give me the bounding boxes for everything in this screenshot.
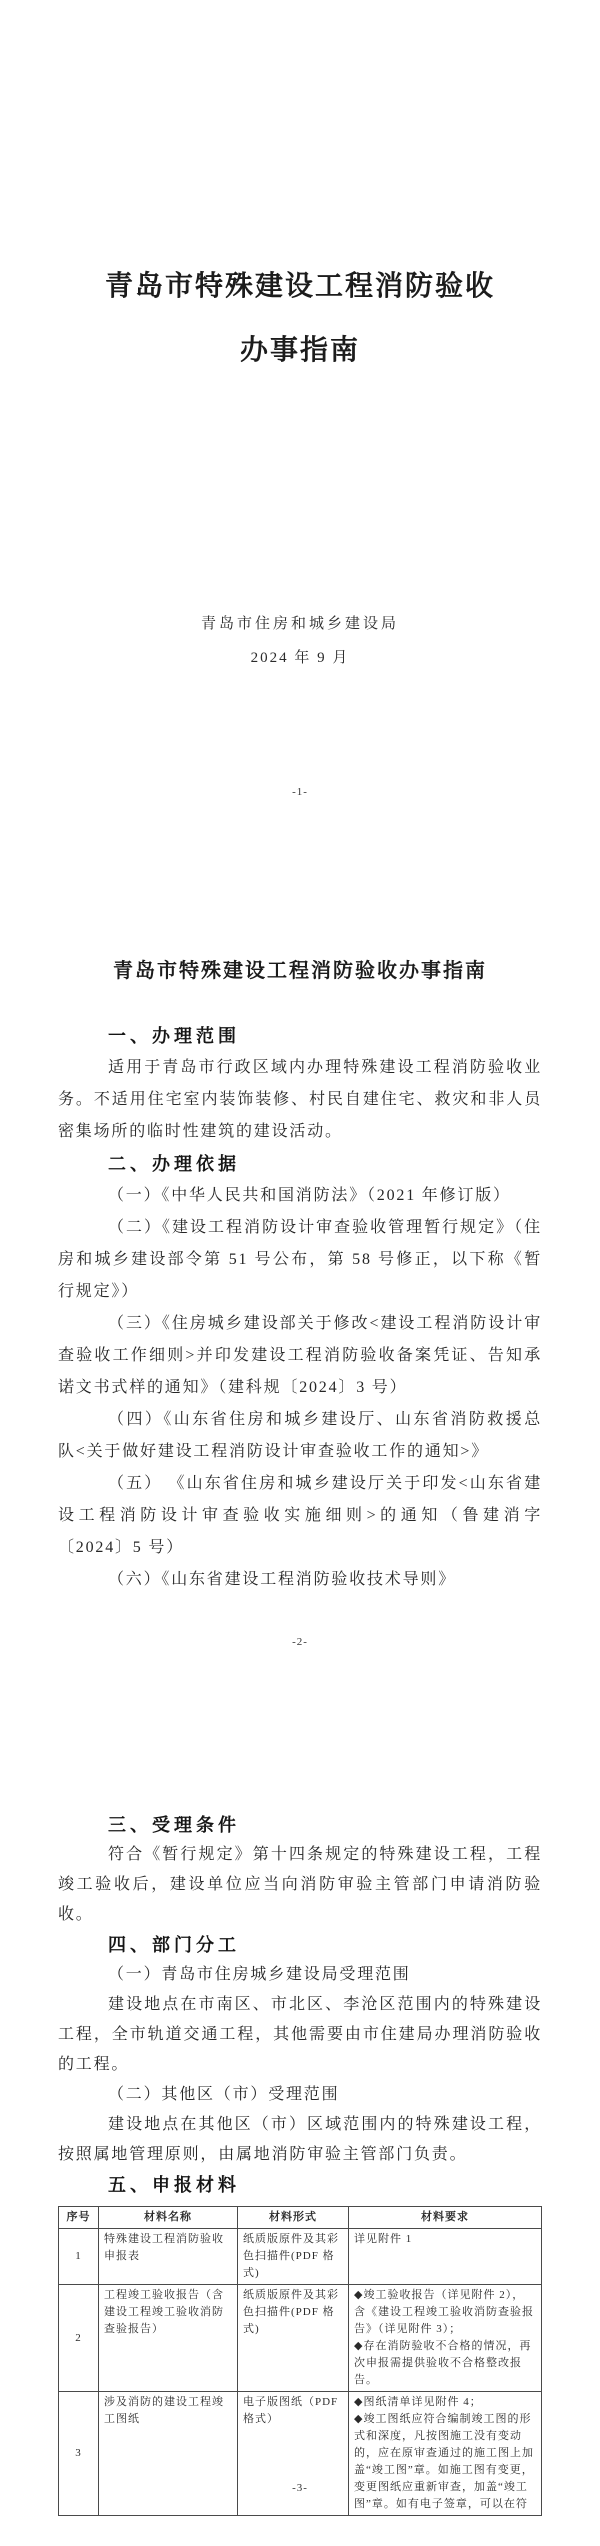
legal-basis-item-4: （四）《山东省住房和城乡建设厅、山东省消防救援总队<关于做好建设工程消防设计审查验收工作的通知>》	[58, 1411, 542, 1460]
requirement-cell	[349, 2285, 542, 2392]
requirement-line: 详见附件 1	[354, 2233, 413, 2245]
serial-cell: 2	[59, 2285, 99, 2392]
col-header-name: 材料名称	[99, 2207, 238, 2229]
format-cell: 电子版图纸（PDF 格式）	[238, 2392, 349, 2516]
cover-title-line-2: 办事指南	[239, 334, 360, 365]
dept-scope-1-title: （一）青岛市住房城乡建设局受理范围	[108, 1966, 411, 1983]
section-5-heading: 五、申报材料	[108, 2175, 240, 2195]
format-cell: 纸质版原件及其彩色扫描件(PDF 格式)	[238, 2229, 349, 2285]
requirement-line: ◆竣工验收报告（详见附件 2），含《建设工程竣工验收消防查验报告》（详见附件 3）；	[354, 2289, 534, 2335]
page-number-2: -2-	[292, 1636, 308, 1648]
col-header-requirement: 材料要求	[349, 2207, 542, 2229]
cover-title	[0, 254, 600, 382]
col-header-format: 材料形式	[238, 2207, 349, 2229]
section-3-body: 符合《暂行规定》第十四条规定的特殊建设工程，工程竣工验收后，建设单位应当向消防审验主管部门申请消防验收。	[58, 1846, 542, 1923]
serial-cell: 3	[59, 2392, 99, 2516]
section-1-body: 适用于青岛市行政区域内办理特殊建设工程消防验收业务。不适用住宅室内装饰装修、村民自建住宅、救灾和非人员密集场所的临时性建筑的建设活动。	[58, 1059, 542, 1140]
requirement-line: ◆存在消防验收不合格的情况，再次申报需提供验收不合格整改报告。	[354, 2340, 532, 2386]
name-cell: 涉及消防的建设工程竣工图纸	[99, 2392, 238, 2516]
page2-body	[58, 1020, 542, 1596]
section-2-heading: 二、办理依据	[108, 1154, 240, 1174]
requirement-line: ◆图纸清单详见附件 4；	[354, 2396, 482, 2408]
legal-basis-item-2: （二）《建设工程消防设计审查验收管理暂行规定》（住房和城乡建设部令第 51 号公布，第 58 号修正，以下称《暂行规定》）	[58, 1219, 542, 1300]
materials-table	[58, 2206, 542, 2516]
page3-body	[58, 1810, 542, 2516]
requirement-line: ◆竣工图纸应符合编制竣工图的形式和深度，凡按图施工没有变动的，应在原审查通过的施工图上加盖“竣工图”章。如施工图有变更，变更图纸应重新审查，加盖“竣工图”章。如有电子签章，可以在符	[354, 2413, 534, 2510]
table-header-row	[59, 2207, 542, 2229]
dept-scope-2-body: 建设地点在其他区（市）区域范围内的特殊建设工程，按照属地管理原则，由属地消防审验主管部门负责。	[58, 2116, 542, 2163]
cover-date: 2024 年 9 月	[250, 650, 350, 666]
dept-scope-2-title: （二）其他区（市）受理范围	[108, 2086, 340, 2103]
cover-agency: 青岛市住房和城乡建设局	[200, 616, 399, 632]
name-cell: 工程竣工验收报告（含建设工程竣工验收消防查验报告）	[99, 2285, 238, 2392]
section-4-heading: 四、部门分工	[108, 1935, 240, 1955]
legal-basis-item-1: （一）《中华人民共和国消防法》（2021 年修订版）	[108, 1187, 511, 1204]
page-number-3: -3-	[292, 2482, 308, 2494]
section-3-heading: 三、受理条件	[108, 1815, 240, 1835]
dept-scope-1-body: 建设地点在市南区、市北区、李沧区范围内的特殊建设工程，全市轨道交通工程，其他需要由市住建局办理消防验收的工程。	[58, 1996, 542, 2073]
requirement-cell	[349, 2229, 542, 2285]
name-cell: 特殊建设工程消防验收申报表	[99, 2229, 238, 2285]
format-cell: 纸质版原件及其彩色扫描件(PDF 格式)	[238, 2285, 349, 2392]
cover-title-line-1: 青岛市特殊建设工程消防验收	[104, 270, 495, 301]
legal-basis-item-3: （三）《住房城乡建设部关于修改<建设工程消防设计审查验收工作细则>并印发建设工程消防验收备案凭证、告知承诺文书式样的通知》（建科规〔2024〕3 号）	[58, 1315, 542, 1396]
requirement-cell	[349, 2392, 542, 2516]
table-row	[59, 2392, 542, 2516]
page2-heading: 青岛市特殊建设工程消防验收办事指南	[113, 960, 487, 982]
table-row	[59, 2285, 542, 2392]
legal-basis-item-5: （五） 《山东省住房和城乡建设厅关于印发<山东省建设工程消防设计审查验收实施细则>的通知（鲁建消字〔2024〕5 号）	[58, 1475, 542, 1556]
section-1-heading: 一、办理范围	[108, 1026, 240, 1046]
table-row	[59, 2229, 542, 2285]
serial-cell: 1	[59, 2229, 99, 2285]
col-header-serial: 序号	[59, 2207, 99, 2229]
legal-basis-item-6: （六）《山东省建设工程消防验收技术导则》	[108, 1571, 457, 1588]
page-number-1: -1-	[292, 786, 308, 798]
